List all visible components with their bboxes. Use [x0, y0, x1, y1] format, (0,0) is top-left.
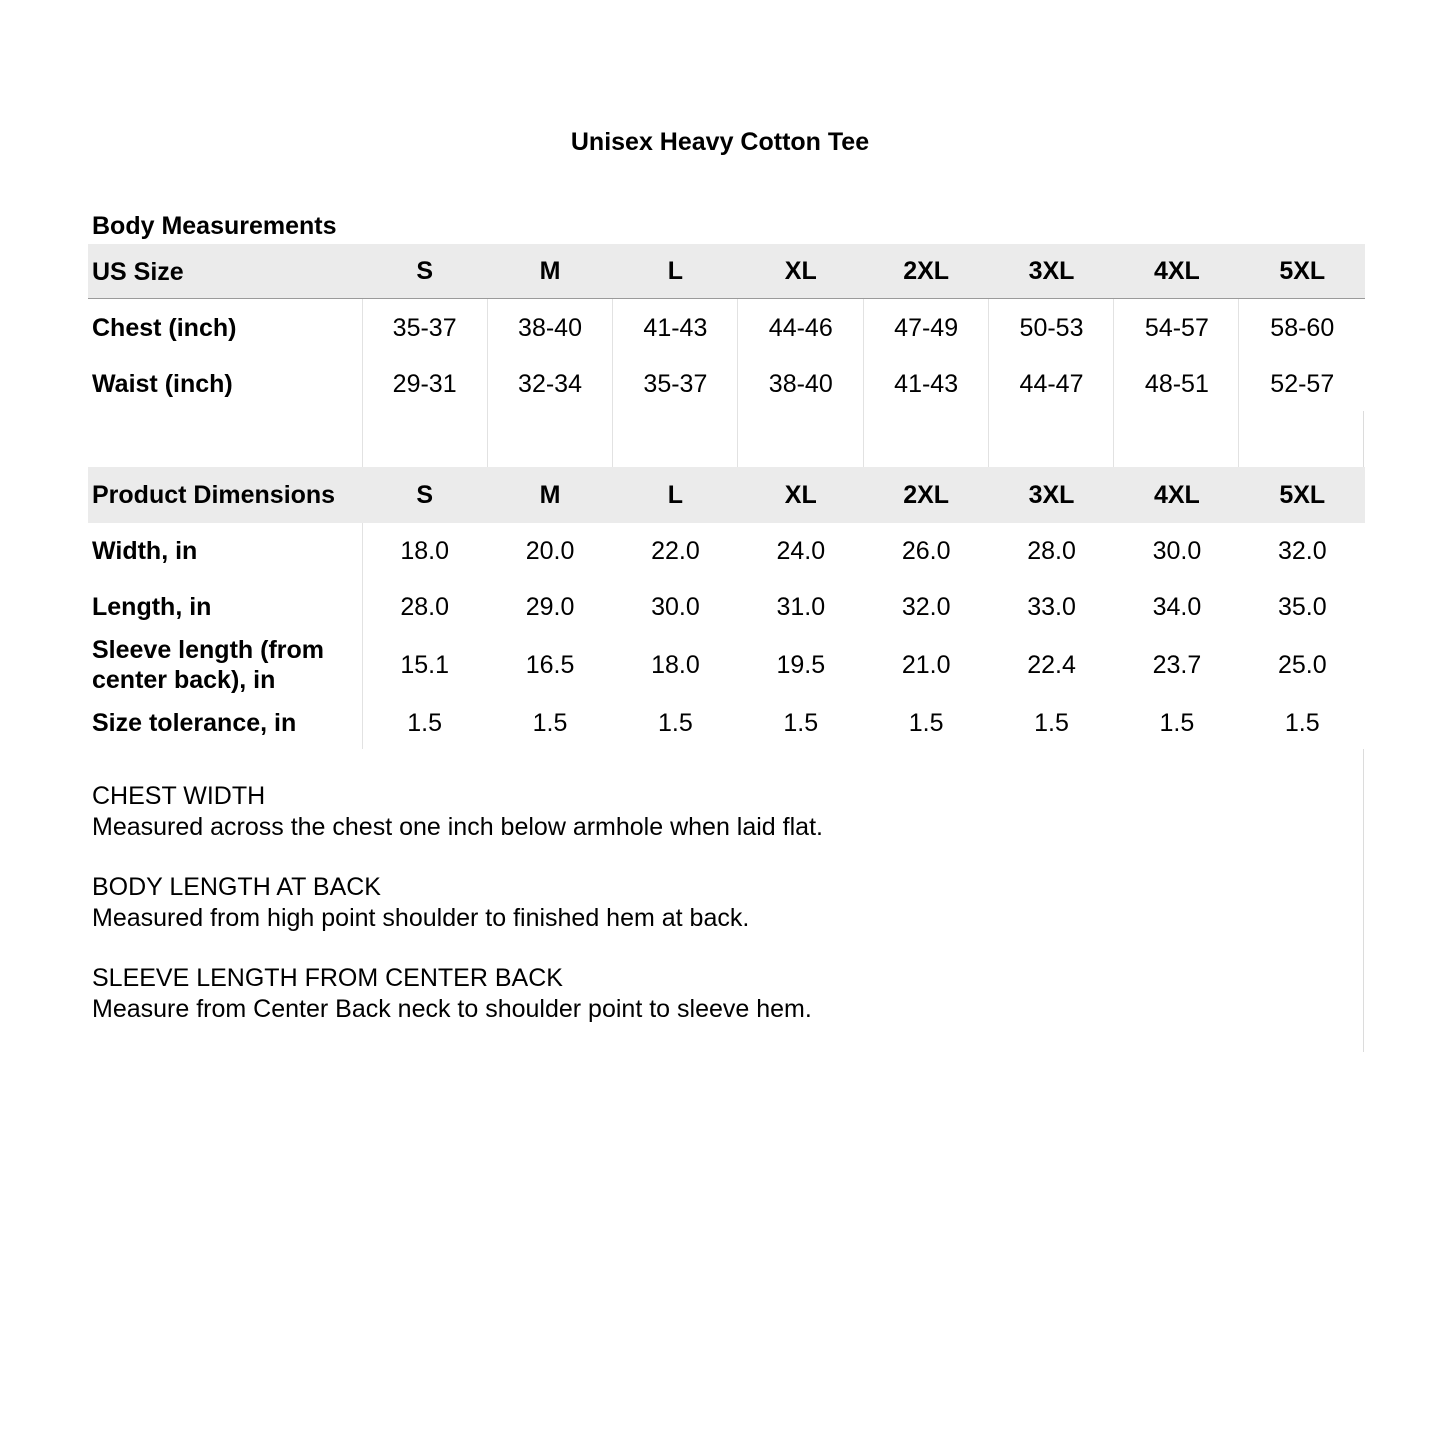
table-cell: 1.5 — [658, 708, 693, 737]
table-cell: 32-34 — [518, 369, 582, 398]
size-header: 4XL — [1153, 480, 1200, 509]
right-edge-line — [1363, 411, 1364, 467]
size-header: 4XL — [1153, 257, 1200, 285]
table-cell: 24.0 — [776, 536, 826, 565]
size-header: XL — [784, 480, 817, 509]
header-label: Product Dimensions — [92, 481, 336, 509]
table-row — [88, 362, 1365, 406]
size-header: 3XL — [1028, 480, 1075, 509]
table-row — [88, 635, 1365, 695]
table-cell: 1.5 — [908, 708, 944, 737]
header-label: US Size — [92, 257, 184, 286]
table-cell: 44-47 — [1019, 369, 1084, 398]
table-cell: 1.5 — [532, 708, 568, 737]
note-heading: BODY LENGTH AT BACK — [92, 873, 381, 901]
measurement-notes — [92, 781, 823, 1054]
size-header: S — [416, 480, 433, 509]
row-label: Chest (inch) — [92, 314, 237, 342]
row-label-line: center back), in — [92, 666, 276, 694]
table-cell: 58-60 — [1270, 313, 1335, 342]
table-cell: 28.0 — [400, 592, 449, 621]
row-label — [88, 635, 362, 695]
table-row — [88, 306, 1365, 350]
body-header-row — [88, 244, 1365, 299]
table-cell: 29.0 — [525, 592, 575, 621]
body-measurements-label: Body Measurements — [92, 212, 337, 240]
table-cell: 19.5 — [776, 650, 826, 679]
right-edge-line — [1363, 749, 1364, 1052]
table-cell: 28.0 — [1027, 536, 1076, 565]
table-cell: 50-53 — [1019, 313, 1084, 342]
note-block — [92, 872, 823, 933]
size-header: S — [416, 257, 433, 285]
note-block — [92, 781, 823, 842]
table-row — [88, 701, 1365, 745]
note-text: Measure from Center Back neck to shoulder point to sleeve hem. — [92, 994, 812, 1023]
row-label: Size tolerance, in — [92, 709, 297, 737]
table-cell: 38-40 — [768, 369, 833, 398]
row-label: Width, in — [92, 537, 198, 565]
note-block — [92, 963, 823, 1024]
table-cell: 1.5 — [783, 708, 819, 737]
note-text: Measured across the chest one inch below armhole when laid flat. — [92, 812, 823, 841]
size-header: 3XL — [1028, 257, 1075, 285]
table-cell: 44-46 — [768, 313, 833, 342]
table-cell: 35-37 — [392, 313, 457, 342]
note-heading: CHEST WIDTH — [92, 782, 266, 810]
table-cell: 32.0 — [1277, 536, 1327, 565]
note-text: Measured from high point shoulder to finished hem at back. — [92, 903, 750, 932]
table-cell: 1.5 — [1284, 708, 1320, 737]
size-header: M — [539, 257, 561, 285]
table-cell: 23.7 — [1152, 650, 1202, 679]
table-cell: 15.1 — [400, 650, 449, 679]
table-cell: 20.0 — [525, 536, 575, 565]
table-cell: 25.0 — [1277, 650, 1327, 679]
page-title: Unisex Heavy Cotton Tee — [570, 128, 870, 156]
table-cell: 52-57 — [1270, 369, 1335, 398]
table-cell: 54-57 — [1144, 313, 1209, 342]
table-cell: 35-37 — [643, 369, 708, 398]
table-cell: 31.0 — [776, 592, 826, 621]
size-header: 2XL — [903, 480, 950, 509]
table-cell: 16.5 — [525, 650, 575, 679]
size-header: 5XL — [1279, 480, 1326, 509]
table-cell: 22.0 — [651, 536, 700, 565]
table-cell: 1.5 — [407, 708, 443, 737]
table-cell: 26.0 — [901, 536, 951, 565]
table-cell: 47-49 — [894, 313, 959, 342]
table-cell: 41-43 — [894, 369, 959, 398]
size-header: L — [667, 480, 684, 509]
table-cell: 22.4 — [1027, 650, 1076, 679]
table-cell: 29-31 — [392, 369, 457, 398]
table-cell: 41-43 — [643, 313, 708, 342]
note-heading: SLEEVE LENGTH FROM CENTER BACK — [92, 964, 563, 992]
header-rule — [88, 298, 1365, 299]
size-header: XL — [784, 257, 817, 285]
row-label: Length, in — [92, 593, 212, 621]
size-header: 5XL — [1279, 257, 1326, 285]
row-label-line: Sleeve length (from — [92, 636, 324, 664]
table-cell: 18.0 — [400, 536, 449, 565]
size-header: L — [667, 257, 684, 285]
size-header: 2XL — [903, 257, 950, 285]
table-row — [88, 529, 1365, 573]
table-row — [88, 585, 1365, 629]
table-cell: 33.0 — [1027, 592, 1076, 621]
table-cell: 18.0 — [651, 650, 700, 679]
product-header-row — [88, 467, 1365, 523]
table-cell: 38-40 — [518, 313, 582, 342]
row-label: Waist (inch) — [92, 370, 233, 398]
size-header: M — [539, 480, 561, 509]
table-cell: 1.5 — [1159, 708, 1195, 737]
table-cell: 48-51 — [1144, 369, 1209, 398]
table-cell: 32.0 — [901, 592, 951, 621]
table-cell: 35.0 — [1277, 592, 1327, 621]
table-cell: 30.0 — [1152, 536, 1202, 565]
table-cell: 30.0 — [651, 592, 700, 621]
table-cell: 34.0 — [1152, 592, 1202, 621]
table-cell: 21.0 — [901, 650, 951, 679]
table-cell: 1.5 — [1034, 708, 1069, 737]
